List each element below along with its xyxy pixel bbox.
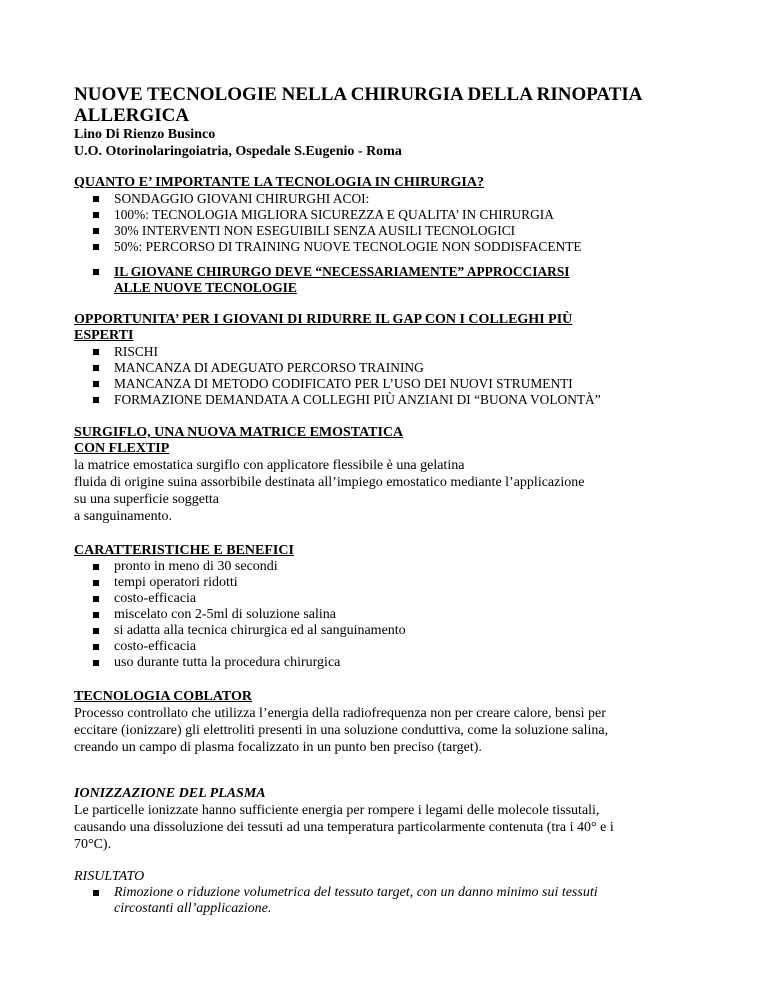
square-bullet-icon xyxy=(93,196,99,202)
section-heading-technology-importance: QUANTO E’ IMPORTANTE LA TECNOLOGIA IN CHIRURGIA? xyxy=(74,175,484,190)
list-item: SONDAGGIO GIOVANI CHIRURGHI ACOI: xyxy=(74,191,714,207)
square-bullet-icon xyxy=(93,212,99,218)
list-item: tempi operatori ridotti xyxy=(74,575,714,591)
section-heading-result: RISULTATO xyxy=(74,869,145,884)
section-heading-plasma: IONIZZAZIONE DEL PLASMA xyxy=(74,786,266,801)
features-list xyxy=(74,559,714,671)
square-bullet-icon xyxy=(93,365,99,371)
affiliation: U.O. Otorinolaringoiatria, Ospedale S.Eugenio - Roma xyxy=(74,144,402,159)
author: Lino Di Rienzo Businco xyxy=(74,127,216,142)
list-item: MANCANZA DI METODO CODIFICATO PER L’USO DEI NUOVI STRUMENTI xyxy=(74,376,714,392)
square-bullet-icon xyxy=(93,628,99,634)
list-item: miscelato con 2-5ml di soluzione salina xyxy=(74,607,714,623)
list-item: 50%: PERCORSO DI TRAINING NUOVE TECNOLOGIE NON SODDISFACENTE xyxy=(74,239,714,255)
list-item: uso durante tutta la procedura chirurgica xyxy=(74,655,714,671)
square-bullet-icon xyxy=(93,349,99,355)
section-heading-features: CARATTERISTICHE E BENEFICI xyxy=(74,543,294,558)
list-item: costo-efficacia xyxy=(74,591,714,607)
list-item: 30% INTERVENTI NON ESEGUIBILI SENZA AUSILI TECNOLOGICI xyxy=(74,223,714,239)
survey-list xyxy=(74,191,714,255)
list-item: MANCANZA DI ADEGUATO PERCORSO TRAINING xyxy=(74,360,714,376)
square-bullet-icon xyxy=(93,660,99,666)
square-bullet-icon xyxy=(93,596,99,602)
square-bullet-icon xyxy=(93,244,99,250)
square-bullet-icon xyxy=(93,612,99,618)
list-item: 100%: TECNOLOGIA MIGLIORA SICUREZZA E QUALITA’ IN CHIRURGIA xyxy=(74,207,714,223)
plasma-description: Le particelle ionizzate hanno sufficiente energia per rompere i legami delle molecole tissutali, causando una dissoluzione dei tessuti ad una temperatura particolarmente contenuta (tra i 40° e i 70°C). xyxy=(74,803,614,852)
list-item: costo-efficacia xyxy=(74,639,714,655)
surgiflo-description: la matrice emostatica surgiflo con applicatore flessibile è una gelatina fluida di origine suina assorbibile destinata all’impiego emostatico mediante l’applicazione su una superficie soggetta a sanguinamento. xyxy=(74,458,585,524)
square-bullet-icon xyxy=(93,890,99,896)
document-title: NUOVE TECNOLOGIE NELLA CHIRURGIA DELLA RINOPATIA ALLERGICA xyxy=(74,84,642,126)
list-item: si adatta alla tecnica chirurgica ed al sanguinamento xyxy=(74,623,714,639)
square-bullet-icon xyxy=(93,228,99,234)
document-page xyxy=(74,84,714,917)
list-item: RISCHI xyxy=(74,344,714,360)
section-heading-opportunity: OPPORTUNITA’ PER I GIOVANI DI RIDURRE IL GAP CON I COLLEGHI PIÙ ESPERTI xyxy=(74,312,573,343)
result-list xyxy=(74,885,714,917)
square-bullet-icon xyxy=(93,381,99,387)
list-item-highlight: IL GIOVANE CHIRURGO DEVE “NECESSARIAMENTE” APPROCCIARSI ALLE NUOVE TECNOLOGIE xyxy=(74,264,714,296)
section-heading-surgiflo: SURGIFLO, UNA NUOVA MATRICE EMOSTATICA CON FLEXTIP xyxy=(74,425,404,456)
square-bullet-icon xyxy=(93,397,99,403)
list-item: FORMAZIONE DEMANDATA A COLLEGHI PIÙ ANZIANI DI “BUONA VOLONTÀ” xyxy=(74,392,714,408)
coblator-description: Processo controllato che utilizza l’energia della radiofrequenza non per creare calore, bensì per eccitare (ionizzare) gli elettroliti presenti in una soluzione conduttiva, come la soluzione salina, creando un campo di plasma focalizzato in un punto ben preciso (target). xyxy=(74,706,609,755)
list-item: Rimozione o riduzione volumetrica del tessuto target, con un danno minimo sui tessuti circostanti all’applicazione. xyxy=(74,885,714,917)
highlight-list xyxy=(74,264,714,296)
square-bullet-icon xyxy=(93,564,99,570)
square-bullet-icon xyxy=(93,269,99,275)
square-bullet-icon xyxy=(93,580,99,586)
square-bullet-icon xyxy=(93,644,99,650)
risks-list xyxy=(74,344,714,408)
list-item: pronto in meno di 30 secondi xyxy=(74,559,714,575)
section-heading-coblator: TECNOLOGIA COBLATOR xyxy=(74,689,253,704)
